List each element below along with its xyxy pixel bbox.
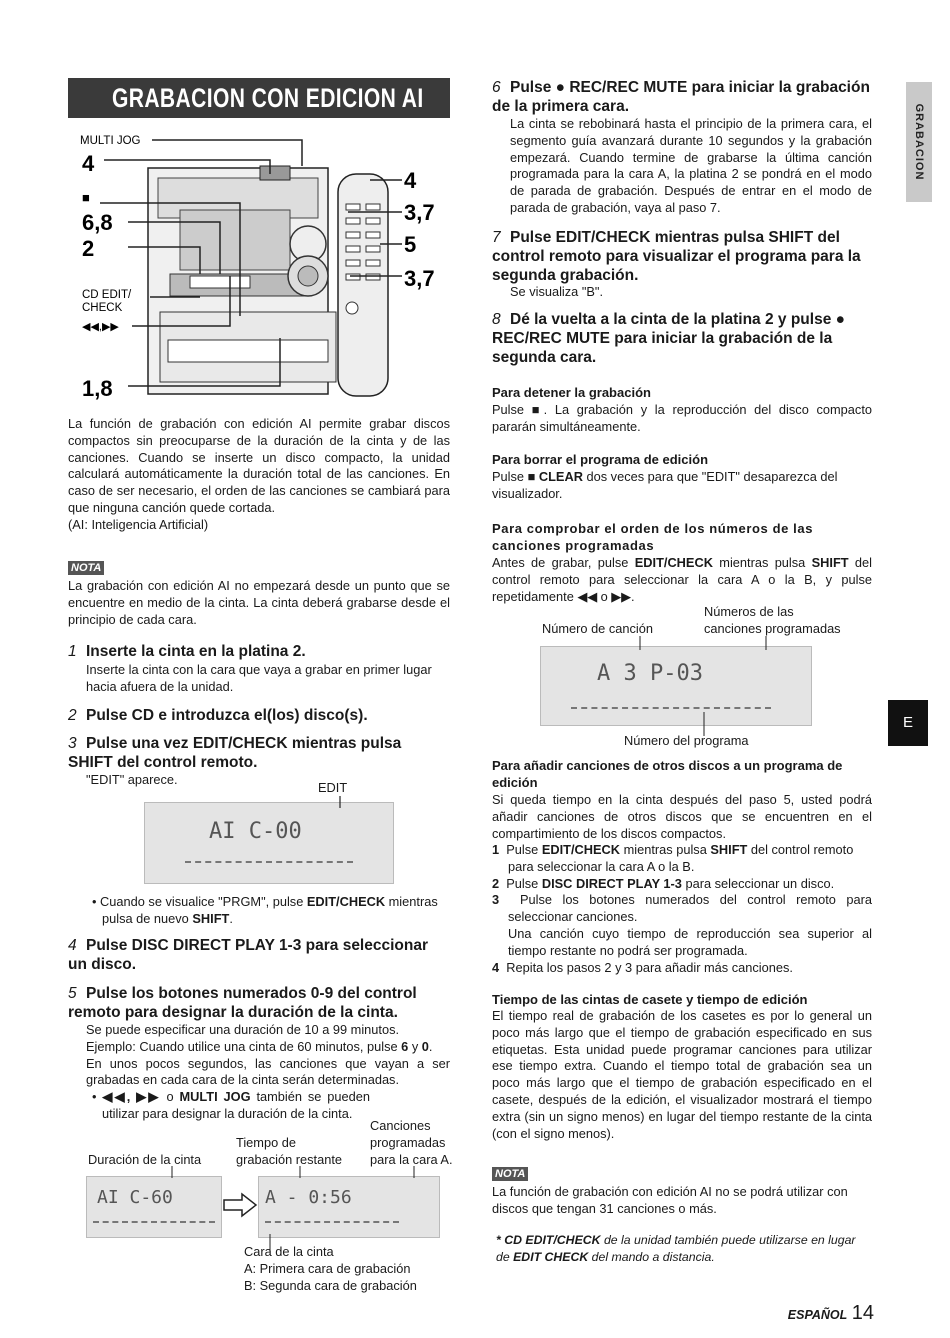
label-skip-arrows: ◀◀,▶▶ [82, 321, 119, 333]
side-tab: GRABACION [906, 82, 932, 202]
lcd-display-edit: AI C-00 [144, 802, 394, 884]
step-6: 6 Pulse ● REC/REC MUTE para iniciar la grabación de la primera cara. [492, 79, 870, 115]
anadir-list: 1 Pulse EDIT/CHECK mientras pulsa SHIFT del control remoto para seleccionar la cara A o la B. 2 Pulse DISC DIRECT PLAY 1-3 para seleccionar un disco. 3 Pulse los botones numerados del control remoto para seleccionar canciones. Una canción cuyo tiempo de reproducción sea superior al tiempo restante no podrá ser programada. 4 Repita los pasos 2 y 3 para añadir más canciones. [492, 842, 872, 975]
label-r37a: 3,7 [404, 200, 435, 225]
step-5: 5 Pulse los botones numerados 0-9 del control remoto para designar la duración de la cinta. [68, 985, 417, 1021]
nota-text-2: La función de grabación con edición AI no se podrá utilizar con discos que tengan 31 canciones o más. [492, 1184, 848, 1216]
label-duracion: Duración de la cinta [88, 1152, 202, 1167]
label-tiempo-1: Tiempo de [236, 1135, 296, 1150]
label-step-1-8: 1,8 [82, 376, 113, 401]
detener-text: Pulse ■. La grabación y la reproducción del disco compacto pararán simultáneamente. [492, 402, 872, 434]
step-5-desc: Se puede especificar una duración de 10 a 99 minutos. Ejemplo: Cuando utilice una cinta de 60 minutos, pulse 6 y 0. En unos pocos segundos, las canciones que vayan a ser grabadas en cada cara de la cinta serán determinadas. • ◀◀, ▶▶ o MULTI JOG también se pueden utilizar para designar la duración de la cinta. [86, 1022, 450, 1121]
lcd-display-duration: AI C-60 [86, 1176, 222, 1238]
page-footer [788, 1302, 874, 1325]
footnote: * CD EDIT/CHECK de la unidad también puede utilizarse en lugar de EDIT CHECK del mando a distancia. [496, 1233, 856, 1264]
anadir-text: Si queda tiempo en la cinta después del paso 5, usted podrá añadir canciones de otros discos que se encuentren en el compartimiento de los discos compactos. [492, 792, 872, 841]
step-1-desc: Inserte la cinta con la cara que vaya a grabar en primer lugar hacia afuera de la unidad. [86, 662, 432, 694]
heading-borrar: Para borrar el programa de edición [492, 452, 709, 467]
tiempo-text: El tiempo real de grabación de los casetes es por lo general un poco más largo que el tiempo de grabación especificado en sus etiquetas. Esta unidad puede programar canciones para utilizar ese tiempo extra. Cuando el tiempo total de grabación sea un poco más largo que el tiempo de grabación especificado en el casete, después de la edición, el visualizador mostrará el tiempo extra (sin un signo menos) en lugar del tiempo restante de la cinta (con el signo menos). [492, 1008, 872, 1141]
step-7: 7 Pulse EDIT/CHECK mientras pulsa SHIFT del control remoto para visualizar el programa para la segunda grabación. [492, 229, 861, 284]
label-cara: Cara de la cinta [244, 1244, 334, 1259]
label-numero-programa: Número del programa [624, 733, 749, 748]
step-3-desc: "EDIT" aparece. [86, 772, 178, 787]
nota-badge-2: NOTA [492, 1167, 528, 1181]
heading-detener: Para detener la grabación [492, 385, 651, 400]
section-title: GRABACION CON EDICION AI [68, 78, 450, 118]
comprobar-text: Antes de grabar, pulse EDIT/CHECK mientras pulsa SHIFT del control remoto para seleccionar la cara A o la B, y pulse repetidamente ◀◀ o ▶▶. [492, 555, 873, 604]
label-numeros-1: Números de las [704, 604, 794, 619]
step-1: 1 Inserte la cinta en la platina 2. [68, 643, 306, 660]
language-tab: E [888, 700, 928, 746]
step-6-desc: La cinta se rebobinará hasta el principio de la primera cara, el segmento guía avanzará durante 10 segundos y la grabación empezará. Cuando termine de grabarse la última canción programada para la cara A, la platina 2 se pondrá en el modo de parada de grabación. Después de entrar en el modo de parada de grabación, vaya al paso 7. [510, 116, 872, 215]
label-canciones-3: para la cara A. [370, 1152, 453, 1167]
device-diagram [80, 126, 455, 404]
lcd-display-program: A 3 P-03 [540, 646, 812, 726]
heading-anadir: Para añadir canciones de otros discos a un programa de edición [492, 758, 843, 790]
label-r4: 4 [404, 168, 417, 193]
nota-text: La grabación con edición AI no empezará desde un punto que se encuentre en medio de la cinta. La cinta deberá grabarse desde el principio de cada cara. [68, 578, 450, 627]
nota-badge: NOTA [68, 561, 104, 575]
label-canciones-2: programadas [370, 1135, 446, 1150]
step-3-bullet: • Cuando se visualice "PRGM", pulse EDIT/CHECK mientras pulsa de nuevo SHIFT. [92, 894, 438, 926]
edit-label: EDIT [318, 780, 348, 795]
borrar-text: Pulse ■ CLEAR dos veces para que "EDIT" desaparezca del visualizador. [492, 469, 838, 501]
intro-ai: (AI: Inteligencia Artificial) [68, 517, 209, 532]
label-check: CHECK [82, 302, 123, 314]
label-cara-a: A: Primera cara de grabación [244, 1261, 411, 1276]
stop-icon: ■ [82, 190, 90, 205]
label-numeros-2: canciones programadas [704, 621, 841, 636]
step-2: 2 Pulse CD e introduzca el(los) disco(s). [68, 707, 368, 724]
heading-comprobar: Para comprobar el orden de los números de las canciones programadas [492, 521, 814, 553]
step-3: 3 Pulse una vez EDIT/CHECK mientras pulsa SHIFT del control remoto. [68, 735, 402, 771]
label-r5: 5 [404, 232, 417, 257]
intro-text: La función de grabación con edición AI permite grabar discos compactos sin preocuparse de la duración de la cinta y de las canciones. Cuando se inserte un disco compacto, la unidad calculará automáticamente la duración total de las canciones. En caso de ser necesario, el orden de las canciones se cambiará para que ninguna canción quede cortada. [68, 416, 450, 515]
label-numero-cancion: Número de canción [542, 621, 653, 636]
label-step-2: 2 [82, 236, 95, 261]
heading-tiempo: Tiempo de las cintas de casete y tiempo de edición [492, 992, 808, 1007]
label-cara-b: B: Segunda cara de grabación [244, 1278, 417, 1293]
footer-language: ESPAÑOL [787, 1308, 848, 1322]
step-7-desc: Se visualiza "B". [510, 284, 604, 299]
label-tiempo-2: grabación restante [236, 1152, 342, 1167]
label-r37b: 3,7 [404, 266, 435, 291]
label-step-6-8: 6,8 [82, 210, 113, 235]
lcd-display-remaining: A - 0:56 [258, 1176, 440, 1238]
label-step-4: 4 [82, 151, 95, 176]
step-4: 4 Pulse DISC DIRECT PLAY 1-3 para seleccionar un disco. [68, 937, 428, 973]
label-multi-jog: MULTI JOG [80, 135, 141, 147]
step-8: 8 Dé la vuelta a la cinta de la platina 2 y pulse ● REC/REC MUTE para iniciar la grabación de la segunda cara. [492, 311, 845, 366]
page-number: 14 [851, 1302, 874, 1324]
label-cd-edit: CD EDIT/ [82, 289, 132, 301]
label-canciones-1: Canciones [370, 1118, 431, 1133]
